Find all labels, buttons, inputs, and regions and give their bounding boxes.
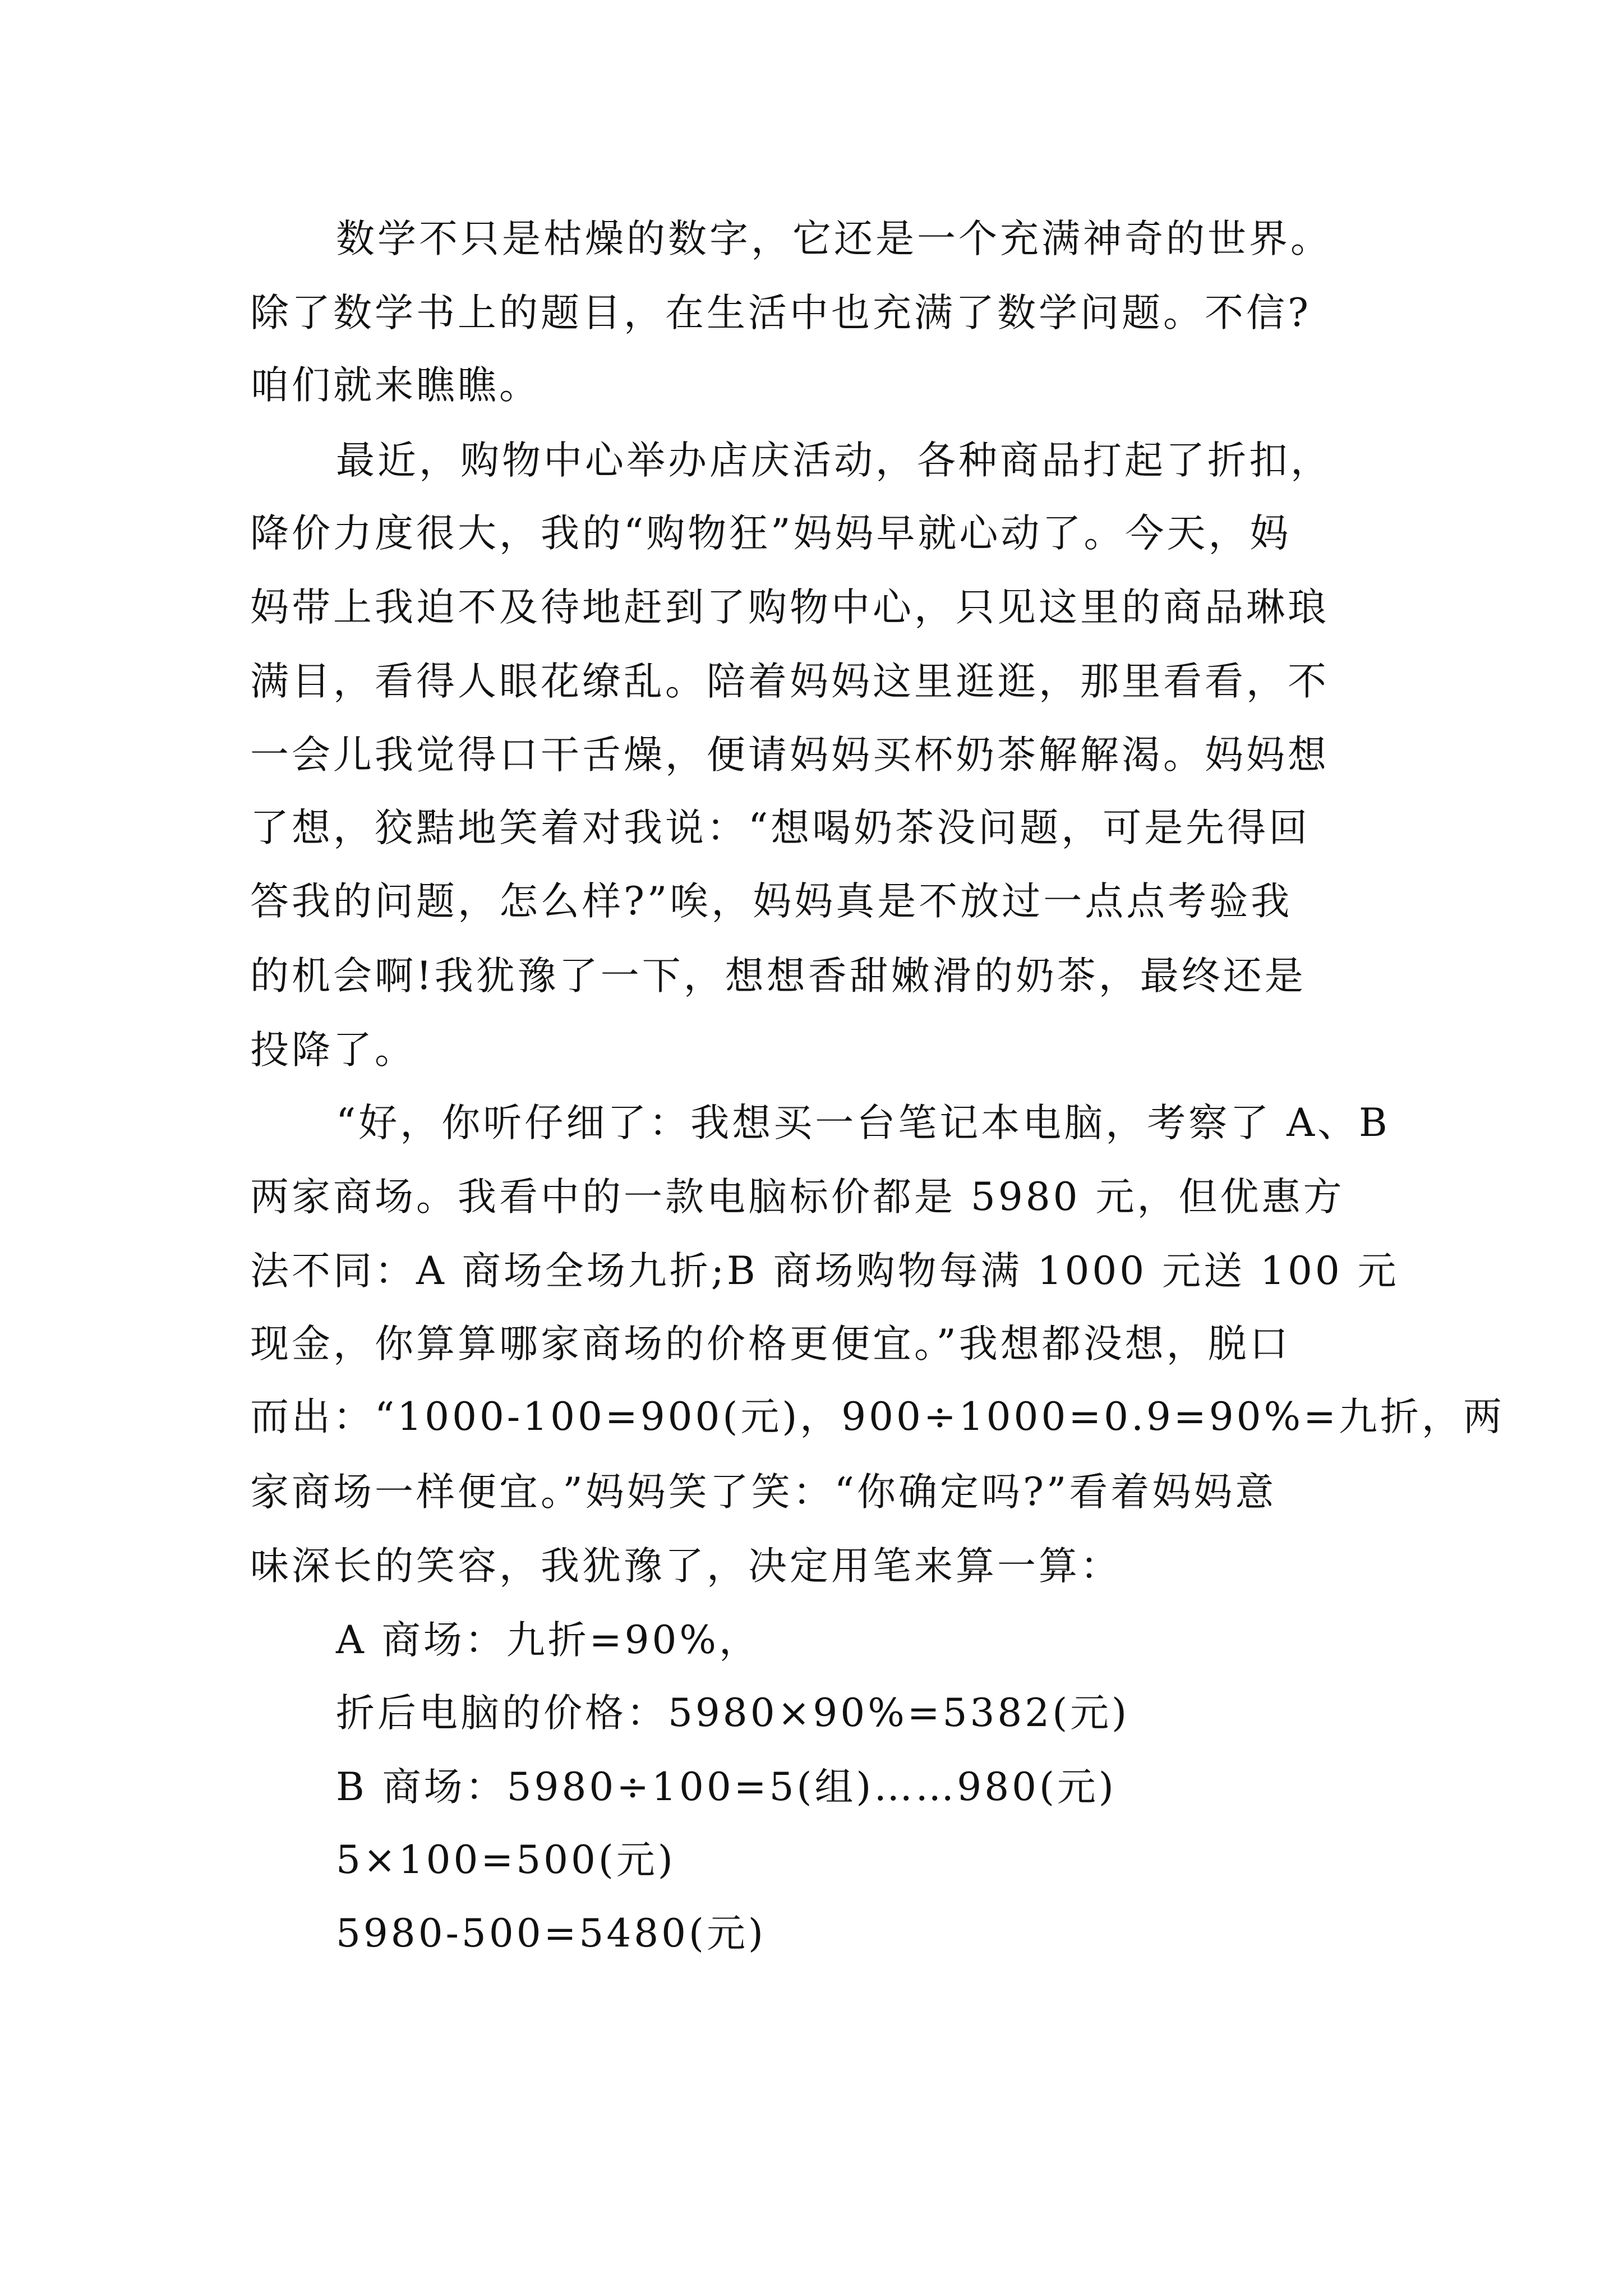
paragraph-2-line-7: 答我的问题，怎么样?”唉，妈妈真是不放过一点点考验我: [250, 879, 1293, 924]
paragraph-1-line-1: 数学不只是枯燥的数字，它还是一个充满神奇的世界。: [336, 217, 1332, 261]
paragraph-2-line-2: 降价力度很大，我的“购物狂”妈妈早就心动了。今天，妈: [250, 511, 1292, 556]
paragraph-2-line-8: 的机会啊!我犹豫了一下，想想香甜嫩滑的奶茶，最终还是: [250, 954, 1306, 999]
calc-line-1: A 商场：九折=90%，: [336, 1618, 760, 1663]
paragraph-3-line-1: “好，你听仔细了：我想买一台笔记本电脑，考察了 A、B: [336, 1101, 1390, 1145]
paragraph-3-line-6: 家商场一样便宜。”妈妈笑了笑：“你确定吗?”看着妈妈意: [250, 1470, 1277, 1515]
paragraph-1-line-2: 除了数学书上的题目，在生活中也充满了数学问题。不信?: [250, 291, 1311, 335]
calc-line-5: 5980-500=5480(元): [336, 1911, 766, 1956]
paragraph-3-line-4: 现金，你算算哪家商场的价格更便宜。”我想都没想，脱口: [250, 1322, 1291, 1366]
paragraph-3-line-7: 味深长的笑容，我犹豫了，决定用笔来算一算：: [250, 1544, 1122, 1589]
paragraph-1-line-3: 咱们就来瞧瞧。: [250, 363, 541, 408]
calc-line-4: 5×100=500(元): [336, 1838, 676, 1883]
paragraph-2-line-6: 了想，狡黠地笑着对我说：“想喝奶茶没问题，可是先得回: [250, 806, 1311, 850]
paragraph-3-line-2: 两家商场。我看中的一款电脑标价都是 5980 元，但优惠方: [250, 1175, 1345, 1220]
paragraph-3-line-3: 法不同：A 商场全场九折;B 商场购物每满 1000 元送 100 元: [250, 1249, 1399, 1294]
calc-line-2: 折后电脑的价格：5980×90%=5382(元): [336, 1691, 1130, 1736]
paragraph-2-line-1: 最近，购物中心举办店庆活动，各种商品打起了折扣，: [336, 438, 1332, 483]
calc-line-3: B 商场：5980÷100=5(组)……980(元): [336, 1765, 1117, 1810]
paragraph-3-line-5: 而出：“1000-100=900(元)，900÷1000=0.9=90%=九折，两: [250, 1395, 1505, 1439]
paragraph-2-line-3: 妈带上我迫不及待地赶到了购物中心，只见这里的商品琳琅: [250, 585, 1329, 630]
paragraph-2-line-4: 满目，看得人眼花缭乱。陪着妈妈这里逛逛，那里看看，不: [250, 659, 1329, 704]
paragraph-2-line-9: 投降了。: [250, 1028, 416, 1073]
paragraph-2-line-5: 一会儿我觉得口干舌燥，便请妈妈买杯奶茶解解渴。妈妈想: [250, 733, 1329, 777]
